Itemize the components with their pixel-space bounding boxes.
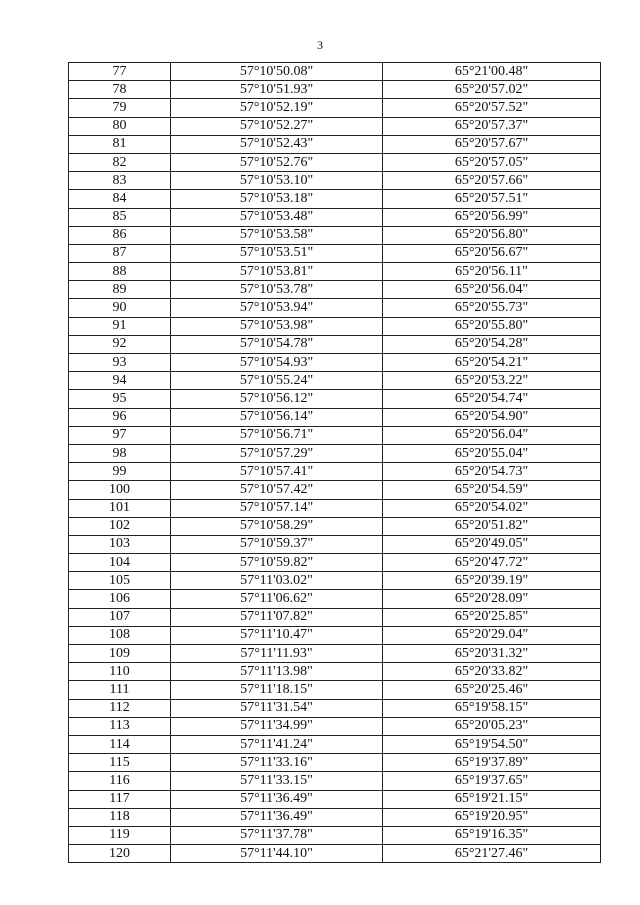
latitude-cell: 57°11'06.62" (171, 590, 383, 608)
point-number-cell: 85 (69, 208, 171, 226)
table-row (69, 208, 601, 226)
table-row (69, 135, 601, 153)
table-row (69, 226, 601, 244)
latitude-cell: 57°10'54.78" (171, 335, 383, 353)
table-row (69, 299, 601, 317)
latitude-cell: 57°11'37.78" (171, 826, 383, 844)
latitude-cell: 57°10'58.29" (171, 517, 383, 535)
table-row (69, 790, 601, 808)
longitude-cell: 65°20'53.22" (383, 372, 601, 390)
longitude-cell: 65°20'39.19" (383, 572, 601, 590)
table-row (69, 517, 601, 535)
point-number-cell: 89 (69, 281, 171, 299)
point-number-cell: 106 (69, 590, 171, 608)
point-number-cell: 98 (69, 444, 171, 462)
point-number-cell: 81 (69, 135, 171, 153)
latitude-cell: 57°10'53.48" (171, 208, 383, 226)
latitude-cell: 57°11'07.82" (171, 608, 383, 626)
table-row (69, 735, 601, 753)
point-number-cell: 91 (69, 317, 171, 335)
latitude-cell: 57°11'11.93" (171, 645, 383, 663)
latitude-cell: 57°10'51.93" (171, 81, 383, 99)
longitude-cell: 65°19'16.35" (383, 826, 601, 844)
point-number-cell: 113 (69, 717, 171, 735)
point-number-cell: 101 (69, 499, 171, 517)
coordinates-table (68, 62, 601, 863)
longitude-cell: 65°19'37.65" (383, 772, 601, 790)
longitude-cell: 65°20'47.72" (383, 554, 601, 572)
latitude-cell: 57°10'53.58" (171, 226, 383, 244)
longitude-cell: 65°20'05.23" (383, 717, 601, 735)
table-row (69, 463, 601, 481)
latitude-cell: 57°11'34.99" (171, 717, 383, 735)
longitude-cell: 65°20'54.74" (383, 390, 601, 408)
table-row (69, 99, 601, 117)
longitude-cell: 65°20'56.11" (383, 263, 601, 281)
latitude-cell: 57°10'52.27" (171, 117, 383, 135)
point-number-cell: 78 (69, 81, 171, 99)
point-number-cell: 104 (69, 554, 171, 572)
table-row (69, 244, 601, 262)
point-number-cell: 116 (69, 772, 171, 790)
longitude-cell: 65°20'54.21" (383, 354, 601, 372)
latitude-cell: 57°10'59.37" (171, 535, 383, 553)
longitude-cell: 65°20'56.04" (383, 426, 601, 444)
point-number-cell: 120 (69, 845, 171, 863)
latitude-cell: 57°10'57.29" (171, 444, 383, 462)
table-row (69, 354, 601, 372)
table-row (69, 153, 601, 171)
longitude-cell: 65°20'56.80" (383, 226, 601, 244)
latitude-cell: 57°10'52.76" (171, 153, 383, 171)
latitude-cell: 57°10'53.78" (171, 281, 383, 299)
point-number-cell: 110 (69, 663, 171, 681)
longitude-cell: 65°20'54.73" (383, 463, 601, 481)
longitude-cell: 65°20'57.02" (383, 81, 601, 99)
latitude-cell: 57°11'41.24" (171, 735, 383, 753)
longitude-cell: 65°20'49.05" (383, 535, 601, 553)
point-number-cell: 94 (69, 372, 171, 390)
table-row (69, 372, 601, 390)
longitude-cell: 65°20'51.82" (383, 517, 601, 535)
latitude-cell: 57°10'56.14" (171, 408, 383, 426)
latitude-cell: 57°10'54.93" (171, 354, 383, 372)
table-row (69, 390, 601, 408)
longitude-cell: 65°20'56.99" (383, 208, 601, 226)
longitude-cell: 65°19'37.89" (383, 754, 601, 772)
latitude-cell: 57°10'50.08" (171, 63, 383, 81)
latitude-cell: 57°10'53.51" (171, 244, 383, 262)
table-row (69, 117, 601, 135)
point-number-cell: 114 (69, 735, 171, 753)
table-row (69, 608, 601, 626)
longitude-cell: 65°19'58.15" (383, 699, 601, 717)
latitude-cell: 57°10'52.19" (171, 99, 383, 117)
table-row (69, 626, 601, 644)
point-number-cell: 95 (69, 390, 171, 408)
table-row (69, 408, 601, 426)
point-number-cell: 83 (69, 172, 171, 190)
longitude-cell: 65°20'55.73" (383, 299, 601, 317)
longitude-cell: 65°20'57.05" (383, 153, 601, 171)
point-number-cell: 82 (69, 153, 171, 171)
table-row (69, 172, 601, 190)
longitude-cell: 65°20'54.28" (383, 335, 601, 353)
point-number-cell: 92 (69, 335, 171, 353)
longitude-cell: 65°19'21.15" (383, 790, 601, 808)
longitude-cell: 65°20'55.80" (383, 317, 601, 335)
point-number-cell: 108 (69, 626, 171, 644)
point-number-cell: 80 (69, 117, 171, 135)
longitude-cell: 65°20'56.67" (383, 244, 601, 262)
longitude-cell: 65°20'56.04" (383, 281, 601, 299)
point-number-cell: 86 (69, 226, 171, 244)
point-number-cell: 99 (69, 463, 171, 481)
table-row (69, 754, 601, 772)
longitude-cell: 65°20'57.67" (383, 135, 601, 153)
longitude-cell: 65°20'54.59" (383, 481, 601, 499)
longitude-cell: 65°21'00.48" (383, 63, 601, 81)
point-number-cell: 87 (69, 244, 171, 262)
table-row (69, 808, 601, 826)
point-number-cell: 96 (69, 408, 171, 426)
point-number-cell: 84 (69, 190, 171, 208)
point-number-cell: 105 (69, 572, 171, 590)
table-row (69, 263, 601, 281)
longitude-cell: 65°20'55.04" (383, 444, 601, 462)
latitude-cell: 57°10'53.94" (171, 299, 383, 317)
table-row (69, 63, 601, 81)
point-number-cell: 112 (69, 699, 171, 717)
latitude-cell: 57°11'36.49" (171, 808, 383, 826)
latitude-cell: 57°11'44.10" (171, 845, 383, 863)
table-row (69, 335, 601, 353)
point-number-cell: 90 (69, 299, 171, 317)
latitude-cell: 57°11'13.98" (171, 663, 383, 681)
table-row (69, 572, 601, 590)
latitude-cell: 57°10'57.42" (171, 481, 383, 499)
latitude-cell: 57°11'36.49" (171, 790, 383, 808)
point-number-cell: 111 (69, 681, 171, 699)
point-number-cell: 77 (69, 63, 171, 81)
table-row (69, 681, 601, 699)
latitude-cell: 57°10'55.24" (171, 372, 383, 390)
point-number-cell: 102 (69, 517, 171, 535)
longitude-cell: 65°21'27.46" (383, 845, 601, 863)
point-number-cell: 115 (69, 754, 171, 772)
latitude-cell: 57°10'52.43" (171, 135, 383, 153)
point-number-cell: 79 (69, 99, 171, 117)
longitude-cell: 65°20'54.90" (383, 408, 601, 426)
point-number-cell: 97 (69, 426, 171, 444)
table-row (69, 772, 601, 790)
table-row (69, 317, 601, 335)
longitude-cell: 65°20'57.51" (383, 190, 601, 208)
coordinates-table-body (69, 63, 601, 863)
point-number-cell: 109 (69, 645, 171, 663)
latitude-cell: 57°11'33.15" (171, 772, 383, 790)
longitude-cell: 65°20'57.66" (383, 172, 601, 190)
table-row (69, 554, 601, 572)
table-row (69, 699, 601, 717)
table-row (69, 717, 601, 735)
point-number-cell: 100 (69, 481, 171, 499)
point-number-cell: 117 (69, 790, 171, 808)
point-number-cell: 93 (69, 354, 171, 372)
longitude-cell: 65°20'28.09" (383, 590, 601, 608)
latitude-cell: 57°11'33.16" (171, 754, 383, 772)
longitude-cell: 65°20'25.46" (383, 681, 601, 699)
page-number: 3 (317, 38, 323, 52)
table-row (69, 281, 601, 299)
table-row (69, 426, 601, 444)
point-number-cell: 107 (69, 608, 171, 626)
longitude-cell: 65°20'29.04" (383, 626, 601, 644)
longitude-cell: 65°19'54.50" (383, 735, 601, 753)
latitude-cell: 57°10'53.18" (171, 190, 383, 208)
table-row (69, 444, 601, 462)
longitude-cell: 65°20'31.32" (383, 645, 601, 663)
table-row (69, 81, 601, 99)
longitude-cell: 65°20'54.02" (383, 499, 601, 517)
table-row (69, 499, 601, 517)
longitude-cell: 65°20'33.82" (383, 663, 601, 681)
longitude-cell: 65°20'57.52" (383, 99, 601, 117)
latitude-cell: 57°10'56.71" (171, 426, 383, 444)
latitude-cell: 57°10'53.81" (171, 263, 383, 281)
point-number-cell: 103 (69, 535, 171, 553)
latitude-cell: 57°11'18.15" (171, 681, 383, 699)
latitude-cell: 57°10'53.10" (171, 172, 383, 190)
point-number-cell: 118 (69, 808, 171, 826)
longitude-cell: 65°19'20.95" (383, 808, 601, 826)
table-row (69, 826, 601, 844)
latitude-cell: 57°10'59.82" (171, 554, 383, 572)
latitude-cell: 57°10'53.98" (171, 317, 383, 335)
table-row (69, 481, 601, 499)
latitude-cell: 57°11'03.02" (171, 572, 383, 590)
point-number-cell: 119 (69, 826, 171, 844)
latitude-cell: 57°10'57.14" (171, 499, 383, 517)
table-row (69, 663, 601, 681)
point-number-cell: 88 (69, 263, 171, 281)
table-row (69, 645, 601, 663)
latitude-cell: 57°11'31.54" (171, 699, 383, 717)
table-row (69, 590, 601, 608)
latitude-cell: 57°11'10.47" (171, 626, 383, 644)
table-row (69, 190, 601, 208)
latitude-cell: 57°10'56.12" (171, 390, 383, 408)
latitude-cell: 57°10'57.41" (171, 463, 383, 481)
table-row (69, 535, 601, 553)
longitude-cell: 65°20'57.37" (383, 117, 601, 135)
longitude-cell: 65°20'25.85" (383, 608, 601, 626)
table-row (69, 845, 601, 863)
